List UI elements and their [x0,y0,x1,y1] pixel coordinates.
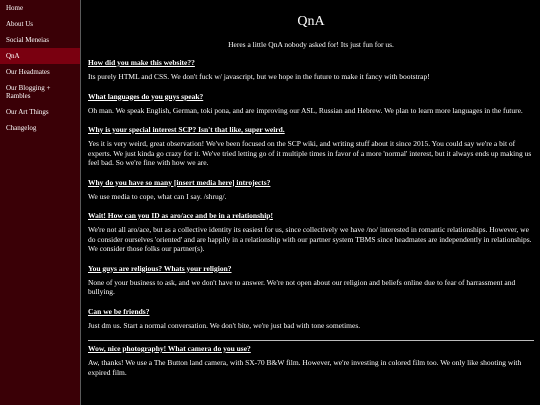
faq-item-religion [88,264,534,297]
divider [88,340,534,341]
faq-item-relationship [88,211,534,254]
sidebar-item-about-us[interactable]: About Us [6,20,34,28]
faq-answer: We use media to cope, what can I say. /shrug/. [88,191,227,201]
sidebar-item-home[interactable]: Home [6,4,24,12]
faq-answer: We're not all aro/ace, but as a collective identity its easiest for us, since collectively we have /no/ interested in romantic relationships. However, we do consider ourselves 'oriented' and are happily in a relationship with our partner system TBMS since headmates are independently in relationships. We consider those folks our partner(s). [88,225,532,253]
faq-item-languages [88,92,534,116]
intro-text: Heres a little QnA nobody asked for! Its just fun for us. [228,40,394,49]
page-title: QnA [297,14,325,29]
faq-answer: Yes it is very weird, great observation! We've been focused on the SCP wiki, and writing stuff about it since 2015. You could say we're a bit of experts. We just kinda go crazy for it. We've tried letting go of it multiple times in favor of a more 'normal' interest, but it always ends up making us feel bad. So we're fine with how we are. [88,139,532,167]
faq-question: What languages do you guys speak? [88,91,204,101]
faq-answer: Aw, thanks! We use a The Button land camera, with SX-70 B&W film. However, we're investing in colored film too. We only like shooting with expired film. [88,358,522,377]
faq-answer: Its purely HTML and CSS. We don't fuck w/ javascript, but we hope in the future to make it fancy with bootstrap! [88,72,430,81]
faq-answer: Oh man. We speak English, German, toki pona, and are improving our ASL, Russian and Hebrew. We plan to learn more languages in the future. [88,105,523,115]
faq-question: Why is your special interest SCP? Isn't that like, super weird. [88,125,285,134]
sidebar-item-our-art-things[interactable]: Our Art Things [6,108,49,116]
sidebar-nav [0,0,81,405]
faq-question: Wait! How can you ID as aro/ace and be in a relationship! [88,211,273,220]
faq-item-scp [88,125,534,168]
faq-item-introjects [88,178,534,202]
faq-item-website [88,58,534,82]
sidebar-item-social-meneias[interactable]: Social Meneias [6,36,49,44]
faq-question: Why do you have so many [insert media here] introjects? [88,177,271,187]
faq-item-photography [88,340,534,377]
sidebar-item-changelog[interactable]: Changelog [6,124,37,132]
faq-question: Wow, nice photography! What camera do you use? [88,344,251,353]
faq-question: How did you make this website?? [88,58,195,67]
sidebar-item-qna[interactable]: QnA [0,48,80,64]
faq-item-friends [88,307,534,331]
faq-question: You guys are religious? Whats your religion? [88,263,232,273]
main-content [82,0,540,405]
faq-question: Can we be friends? [88,306,150,316]
faq-answer: None of your business to ask, and we don't have to answer. We're not open about our religion and beliefs online due to fear of harrassment and bullying. [88,277,516,296]
sidebar-item-our-headmates[interactable]: Our Headmates [6,68,50,76]
sidebar-item-our-blogging-rambles[interactable]: Our Blogging + Rambles [6,84,51,100]
faq-answer: Just dm us. Start a normal conversation. We don't bite, we're just bad with tone sometimes. [88,320,361,330]
